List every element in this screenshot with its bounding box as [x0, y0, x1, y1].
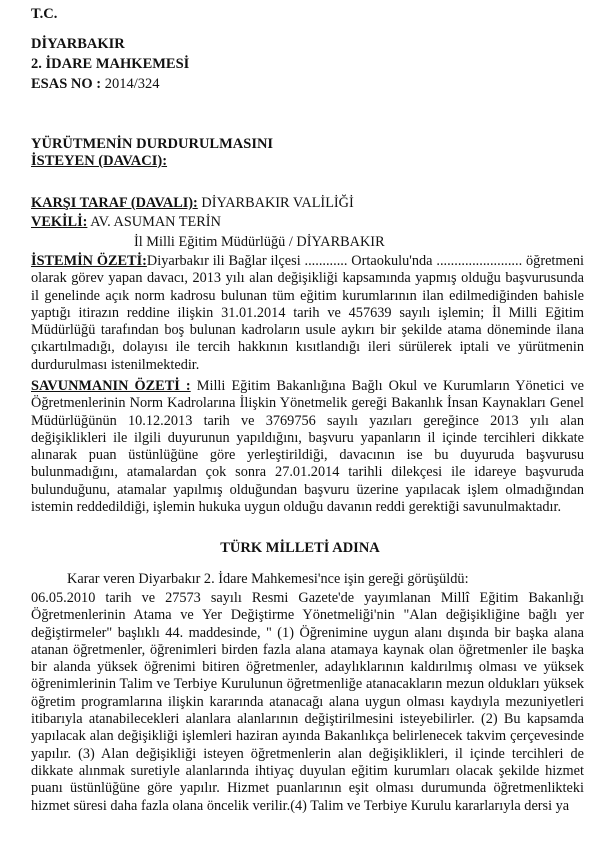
decision-intro: Karar veren Diyarbakır 2. İdare Mahkemesi'nce işin gereği görüşüldü:: [67, 571, 469, 587]
plaintiff-label-line1: YÜRÜTMENİN DURDURULMASINI: [31, 136, 274, 152]
header-tc: T.C.: [31, 6, 58, 22]
decision-body: 06.05.2010 tarih ve 27573 sayılı Resmi Gazete'de yayımlanan Millî Eğitim Bakanlığı Öğretmenlerinin Atama ve Yer Değiştirme Yönetmeliği'nin "Alan değişikliğine bağlı yer değiştirmeler" başlıklı 44. maddesinde, " (1) Öğrenimine uygun alanı dışında bir başka alana atanan öğretmenler, öğrenimleri birden fazla alana atamaya kaynak olan öğretmenler ile başka bir alanda yüksek öğrenimi bitiren öğretmenler, adaylıklarının kaldırılmış olması ve yüksek öğrenimlerinin Talim ve Terbiye Kurulunun öğretmenliğe atanacakların mezun oldukları yüksek öğretim programlarına ilişkin kararında atanacağı alana uygun olması kaydıyla mezuniyetleri itibarıyla atanabilecekleri alanlara alanlarının değiştirilmesini isteyebilirler. (2) Bu kapsamda yapılacak alan değişikliği işlemleri haziran ayında Bakanlıkça belirlenecek takvim çerçevesinde yapılır. (3) Alan değişikliği isteyen öğretmenlerin alan değişiklikleri, il içinde tercihleri de dikkate alınmak suretiyle alanlarında ihtiyaç duyulan eğitim kurumları olacak şekilde hizmet puanı üstünlüğüne göre yapılır. Hizmet puanlarının eşit olması durumunda öğretmenlikteki hizmet süresi daha fazla olana öncelik verilir.(4) Talim ve Terbiye Kurulu kararlarıyla dersi ya: [31, 590, 584, 814]
decision-title: TÜRK MİLLETİ ADINA: [220, 540, 380, 556]
claim-text: Diyarbakır ili Bağlar ilçesi ............ Ortaokulu'nda ........................ öğretmeni olarak görev yapan davacı, 2013 yılı alan değişikliği kapsamında yapmış olduğu başvurusunda il genelinde açık norm kadrosu bulunan tüm eğitim kurumlarının ilan edilmediğinden bahisle yaptığı itirazın reddine ilişkin 31.01.2014 tarih ve 457639 sayılı işlemin; İl Milli Eğitim Müdürlüğü tarafından boş bulunan kadroların usule aykırı bir şekilde atama döneminde ilana çıkartılmadığı, dolayısı ile tercih hakkının kısıtlandığı ileri sürülerek iptali ve yürütmenin durdurulması istenilmektedir.: [31, 253, 584, 373]
claim-label: İSTEMİN ÖZETİ:: [31, 253, 147, 269]
counsel-line: [31, 214, 584, 231]
decision-intro-line: [31, 571, 584, 588]
defendant-line: [31, 195, 584, 212]
counsel-label: VEKİLİ:: [31, 214, 88, 230]
defendant-label: KARŞI TARAF (DAVALI):: [31, 195, 198, 211]
defense-paragraph: [31, 378, 584, 516]
header-esas: [31, 76, 160, 93]
defendant-value: DİYARBAKIR VALİLİĞİ: [201, 195, 354, 211]
header-city: DİYARBAKIR: [31, 36, 125, 52]
esas-label: ESAS NO :: [31, 76, 102, 92]
claim-paragraph: [31, 253, 584, 374]
esas-value: 2014/324: [104, 76, 160, 92]
defense-label: SAVUNMANIN ÖZETİ :: [31, 378, 191, 394]
counsel-value: AV. ASUMAN TERİN: [90, 214, 221, 230]
plaintiff-label-line2: İSTEYEN (DAVACI):: [31, 153, 168, 169]
counsel-sub: İl Milli Eğitim Müdürlüğü / DİYARBAKIR: [134, 234, 385, 250]
defense-text: Milli Eğitim Bakanlığına Bağlı Okul ve Kurumların Yönetici ve Öğretmenlerinin Norm Kadrolarına İlişkin Yönetmelik gereği Bakanlık İnsan Kaynakları Genel Müdürlüğünün 10.12.2013 tarih ve 3769756 sayılı yazıları gereğince 2013 yılı alan değişiklikleri ile ilgili duyurunun yapıldığını, başvuru yapanların il içinde tercihleri dikkate alınarak puan üstünlüğüne göre yerleştirildiği, davacının ise bu duyuruda başvurusu bulunmadığını, atamalardan çok sonra 27.01.2014 tarihli dilekçesi ile idareye başvuruda bulunduğunu, atamalar yapılmış olduğundan başvuru üzerine yapılacak işlem olmadığından istemin reddedildiği, işlemin hukuka uygun olduğu davanın reddi gerektiği savunulmaktadır.: [31, 378, 585, 516]
header-court: 2. İDARE MAHKEMESİ: [31, 56, 190, 72]
